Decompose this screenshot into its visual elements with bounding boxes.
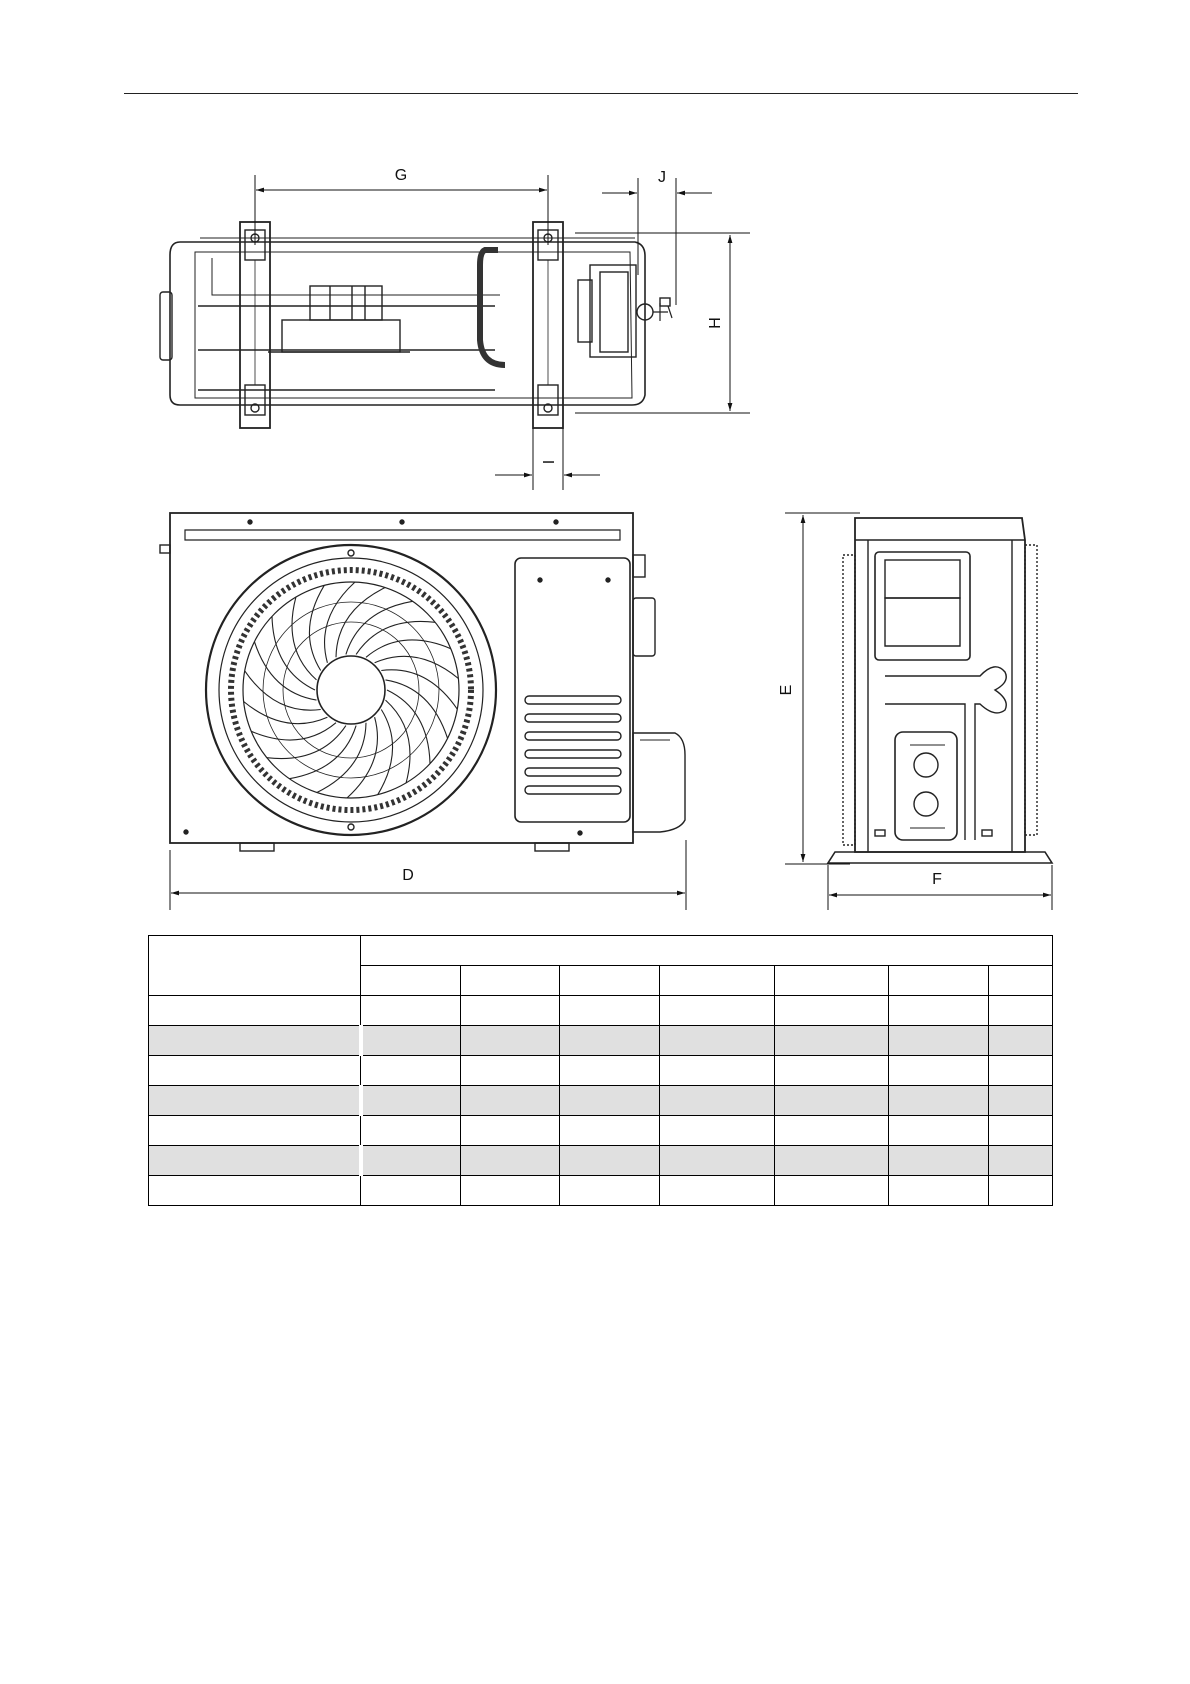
table-cell [889, 1176, 989, 1206]
table-cell [889, 1086, 989, 1116]
dim-label-e: E [778, 684, 795, 696]
table-cell [149, 1086, 361, 1116]
table-cell [660, 1146, 775, 1176]
table-cell [660, 1086, 775, 1116]
table-cell [775, 1056, 889, 1086]
table-cell [560, 966, 660, 996]
table-cell [361, 1176, 461, 1206]
table-cell [889, 1146, 989, 1176]
side-view [828, 518, 1052, 863]
table-cell [461, 1056, 560, 1086]
table-cell [461, 1086, 560, 1116]
table-cell [461, 1026, 560, 1056]
table-cell [361, 1116, 461, 1146]
table-cell [775, 966, 889, 996]
fan-guard-spoke [251, 723, 336, 740]
table-header-cell [149, 936, 361, 996]
table-cell [889, 966, 989, 996]
fan-guard-spoke [244, 702, 328, 724]
table-cell [149, 1146, 361, 1176]
table-cell [361, 1086, 461, 1116]
table-cell [775, 1086, 889, 1116]
table-header-cell [361, 936, 1053, 966]
table-cell [149, 1056, 361, 1086]
fan-guard-spoke [347, 717, 377, 798]
table-cell [660, 1116, 775, 1146]
fan-guard-spoke [267, 726, 346, 759]
dim-label-g: G [394, 167, 408, 184]
fan-guard-spoke [378, 710, 393, 795]
table-cell [461, 1176, 560, 1206]
table-cell [889, 1026, 989, 1056]
dimension-spec-table [148, 935, 1053, 1206]
table-cell [461, 1146, 560, 1176]
table-cell [461, 966, 560, 996]
table-cell [560, 1086, 660, 1116]
table-cell [660, 1056, 775, 1086]
table-cell [889, 1116, 989, 1146]
fan-guard-spoke [309, 585, 324, 670]
table-row [149, 1026, 1053, 1056]
table-cell [775, 1176, 889, 1206]
fan-guard-spoke [375, 656, 459, 678]
table-cell [660, 1026, 775, 1056]
table-cell [149, 1176, 361, 1206]
table-cell [660, 1176, 775, 1206]
table-cell [560, 1026, 660, 1056]
table-row [149, 1086, 1053, 1116]
table-cell [989, 1086, 1053, 1116]
table-row [149, 996, 1053, 1026]
table-cell [989, 1146, 1053, 1176]
table-cell [989, 1176, 1053, 1206]
dim-label-d: D [402, 867, 414, 884]
table-row [149, 1146, 1053, 1176]
table-cell [775, 1026, 889, 1056]
table-cell [361, 966, 461, 996]
fan-guard-spoke [325, 582, 355, 663]
table-cell [361, 1146, 461, 1176]
table-cell [461, 996, 560, 1026]
table-row [149, 1056, 1053, 1086]
fan-guard-spoke [356, 621, 435, 654]
table-row [149, 1176, 1053, 1206]
table-cell [149, 1116, 361, 1146]
top-view-dimensions [255, 175, 750, 490]
top-view [160, 222, 672, 428]
dim-label-h: H [707, 317, 724, 329]
table-cell [989, 1026, 1053, 1056]
table-cell [889, 996, 989, 1026]
dim-label-j: J [658, 169, 666, 186]
table-row [149, 1116, 1053, 1146]
fan-guard-spoke [366, 640, 451, 657]
table-cell [461, 1116, 560, 1146]
table-cell [775, 1116, 889, 1146]
table-cell [989, 1116, 1053, 1146]
dim-label-f: F [932, 871, 942, 888]
table-cell [560, 1146, 660, 1176]
table-cell [775, 996, 889, 1026]
table-cell [560, 1176, 660, 1206]
table-cell [989, 966, 1053, 996]
table-cell [149, 996, 361, 1026]
table-cell [560, 1056, 660, 1086]
table-cell [775, 1146, 889, 1176]
table-cell [361, 1026, 461, 1056]
dim-label-i: I [541, 459, 558, 465]
table-cell [560, 996, 660, 1026]
table-cell [989, 996, 1053, 1026]
table-cell [149, 1026, 361, 1056]
table-cell [660, 996, 775, 1026]
table-cell [889, 1056, 989, 1086]
table-cell [989, 1056, 1053, 1086]
table-cell [361, 996, 461, 1026]
table-header-row [149, 936, 1053, 966]
table-cell [361, 1056, 461, 1086]
front-view [160, 513, 685, 851]
table-cell [560, 1116, 660, 1146]
table-cell [660, 966, 775, 996]
